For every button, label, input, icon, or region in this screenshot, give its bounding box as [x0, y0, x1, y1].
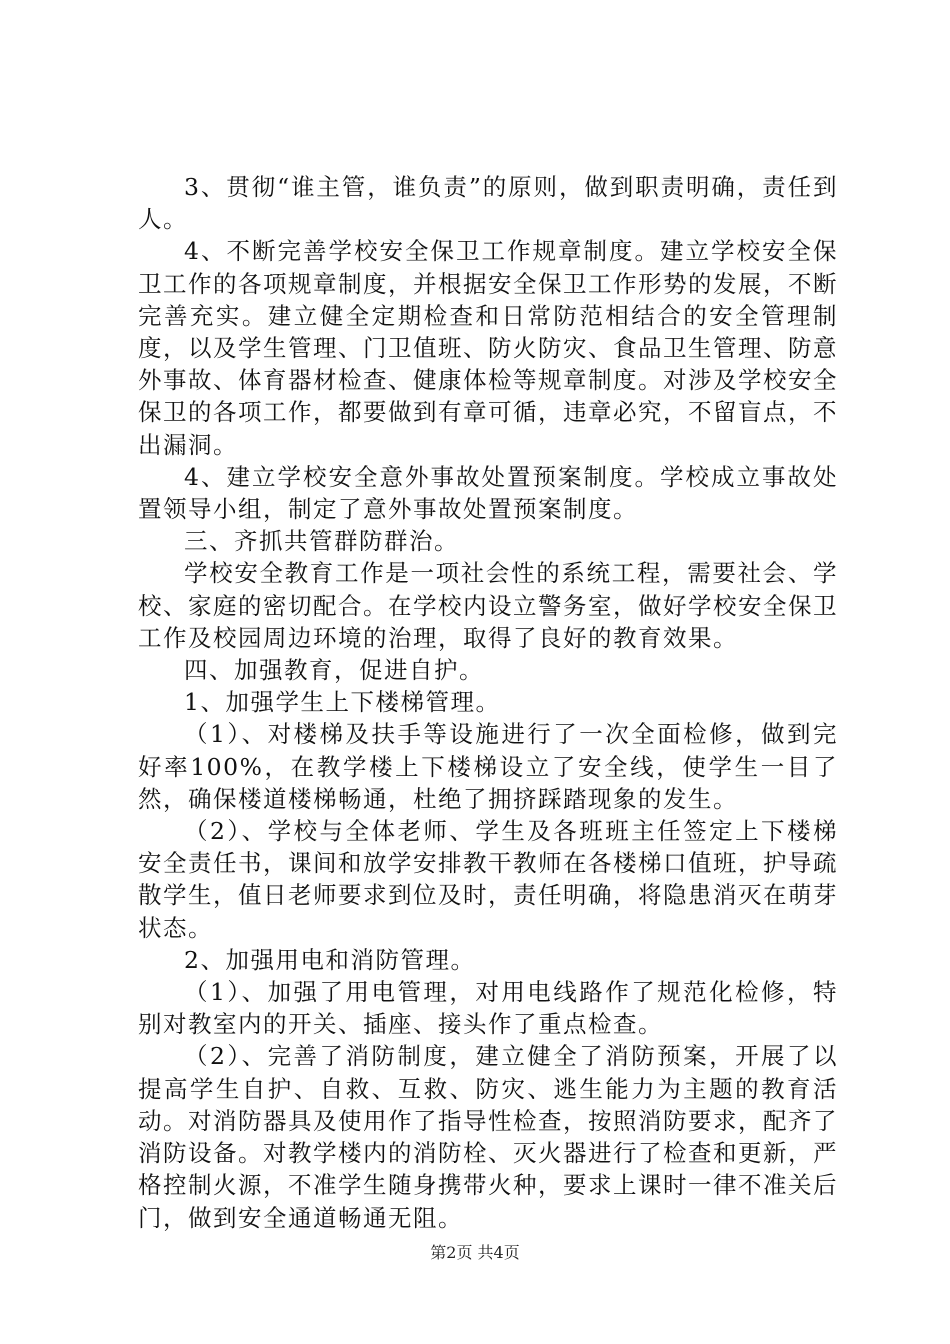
- document-body: [138, 171, 838, 1234]
- subheading-electricity-fire: 2、加强用电和消防管理。: [184, 945, 476, 974]
- paragraph-accident-plan: 4、建立学校安全意外事故处置预案制度。学校成立事故处置领导小组，制定了意外事故处置预案制度。: [138, 462, 838, 524]
- paragraph-fire-safety: （2）、完善了消防制度，建立健全了消防预案，开展了以提高学生自护、自救、互救、防灾、逃生能力为主题的教育活动。对消防器具及使用作了指导性检查，按照消防要求，配齐了消防设备。对教学楼内的消防栓、灭火器进行了检查和更新，严格控制火源，不准学生随身携带火种，要求上课时一律不准关后门，做到安全通道畅通无阻。: [138, 1042, 838, 1232]
- paragraph-item-3: 3、贯彻“谁主管，谁负责”的原则，做到职责明确，责任到人。: [138, 173, 838, 234]
- paragraph-social-cooperation: 学校安全教育工作是一项社会性的系统工程，需要社会、学校、家庭的密切配合。在学校内设立警务室，做好学校安全保卫工作及校园周边环境的治理，取得了良好的教育效果。: [138, 559, 838, 652]
- page-footer: 第2页 共4页: [430, 1243, 520, 1262]
- paragraph-electricity: （1）、加强了用电管理，对用电线路作了规范化检修，特别对教室内的开关、插座、接头作了重点检查。: [138, 978, 838, 1039]
- paragraph-regulations: 4、不断完善学校安全保卫工作规章制度。建立学校安全保卫工作的各项规章制度，并根据安全保卫工作形势的发展，不断完善充实。建立健全定期检查和日常防范相结合的安全管理制度，以及学生管理、门卫值班、防火防灾、食品卫生管理、防意外事故、体育器材检查、健康体检等规章制度。对涉及学校安全保卫的各项工作，都要做到有章可循，违章必究，不留盲点，不出漏洞。: [138, 237, 838, 459]
- section-heading-four: 四、加强教育，促进自护。: [184, 656, 484, 685]
- paragraph-stairs-1: （1）、对楼梯及扶手等设施进行了一次全面检修，做到完好率100%，在教学楼上下楼梯设立了安全线，使学生一目了然，确保楼道楼梯畅通，杜绝了拥挤踩踏现象的发生。: [138, 720, 838, 813]
- section-heading-three: 三、齐抓共管群防群治。: [184, 527, 459, 556]
- subheading-stairs: 1、加强学生上下楼梯管理。: [184, 688, 501, 717]
- paragraph-stairs-2: （2）、学校与全体老师、学生及各班班主任签定上下楼梯安全责任书，课间和放学安排教干教师在各楼梯口值班，护导疏散学生，值日老师要求到位及时，责任明确，将隐患消灭在萌芽状态。: [138, 817, 838, 942]
